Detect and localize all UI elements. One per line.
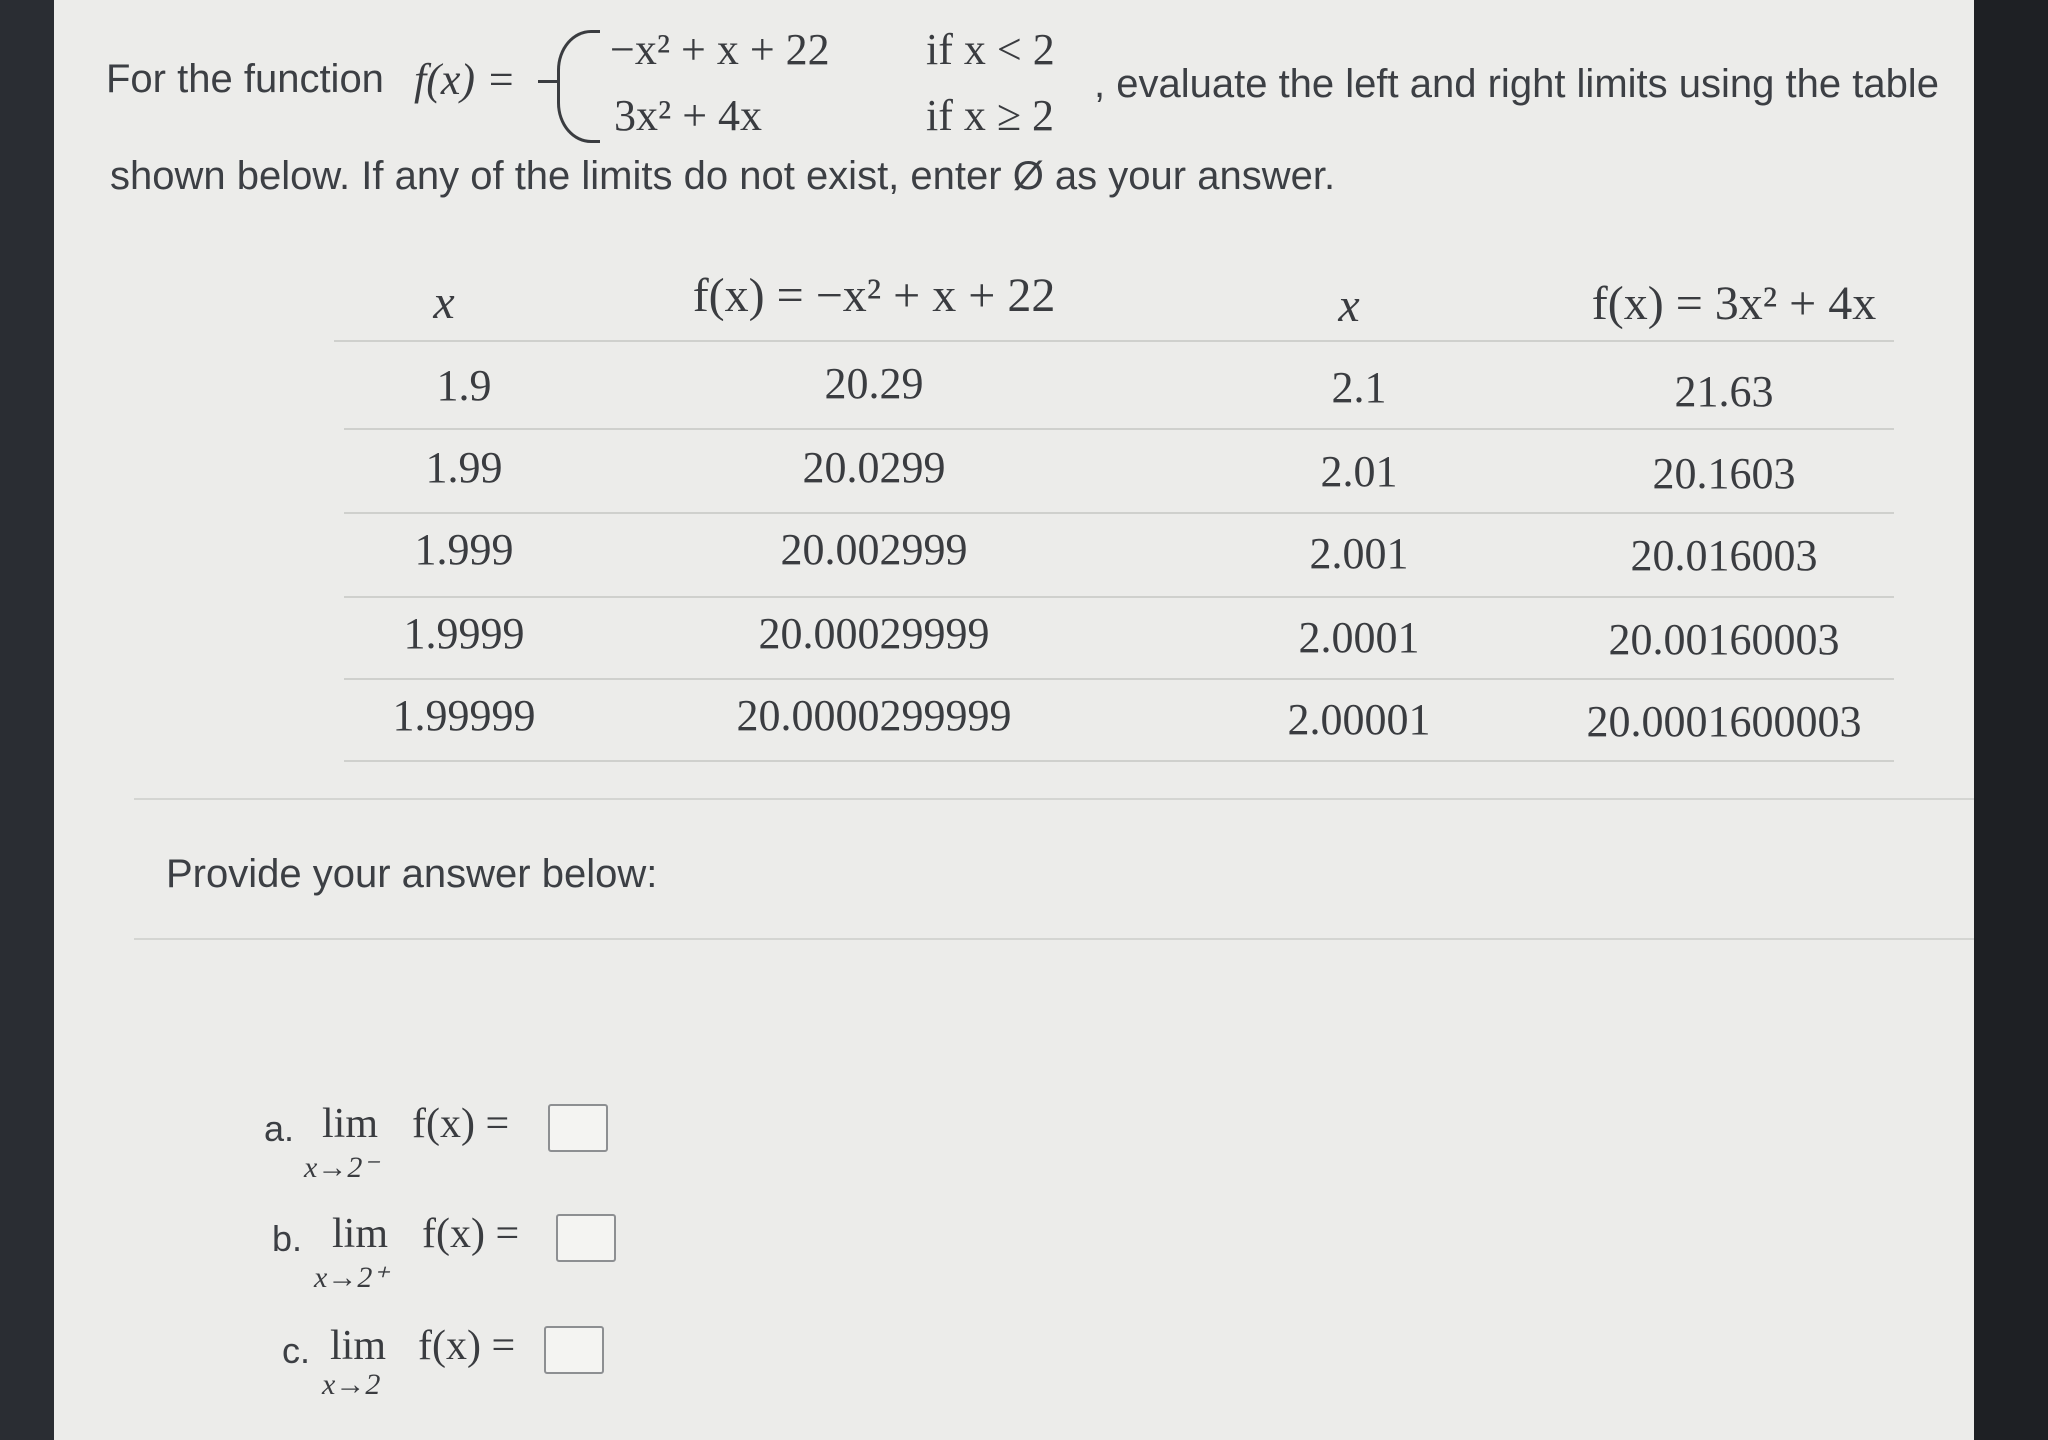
table-cell: 2.001 xyxy=(1309,529,1409,578)
case-2-expression: 3x² + 4x xyxy=(614,91,763,140)
table-row-line xyxy=(344,428,1894,430)
answer-heading: Provide your answer below: xyxy=(166,852,658,896)
answer-letter: b. xyxy=(272,1218,303,1259)
table-cell: 21.63 xyxy=(1674,367,1774,416)
answer-a-input[interactable] xyxy=(548,1104,608,1152)
limit-function: f(x) = xyxy=(412,1101,510,1147)
table-cell: 20.0000299999 xyxy=(736,691,1012,740)
table-row-line xyxy=(344,760,1894,762)
table-cell: 2.0001 xyxy=(1298,613,1420,662)
table-cell: 1.99999 xyxy=(392,691,536,740)
limit-subscript: x→2⁻ xyxy=(304,1151,379,1184)
table-cell: 2.01 xyxy=(1320,447,1398,496)
limit-operator: lim xyxy=(330,1323,387,1369)
table-cell: 20.016003 xyxy=(1630,531,1818,580)
answer-c-input[interactable] xyxy=(544,1326,604,1374)
table-cell: 20.002999 xyxy=(780,525,968,574)
answer-letter: a. xyxy=(264,1108,295,1149)
prompt-line-2: shown below. If any of the limits do not exist, enter Ø as your answer. xyxy=(110,154,1336,198)
table-header-x-right: x xyxy=(1338,279,1360,332)
brace-top xyxy=(557,30,600,87)
case-2-condition: if x ≥ 2 xyxy=(926,91,1055,140)
table-cell: 1.99 xyxy=(425,443,503,492)
table-cell: 1.999 xyxy=(414,525,514,574)
question-page xyxy=(54,0,1974,1440)
table-cell: 20.29 xyxy=(824,359,924,408)
section-divider xyxy=(134,938,1974,940)
monitor-bezel xyxy=(1974,0,2048,1440)
case-1-expression: −x² + x + 22 xyxy=(610,25,830,74)
table-row-line xyxy=(344,596,1894,598)
limit-operator: lim xyxy=(322,1101,379,1147)
table-row-line xyxy=(344,512,1894,514)
limit-subscript: x→2 xyxy=(322,1368,381,1401)
function-label: f(x) = xyxy=(414,55,516,104)
answer-b-input[interactable] xyxy=(556,1214,616,1262)
prompt-intro: For the function xyxy=(106,57,384,101)
limit-subscript: x→2⁺ xyxy=(314,1261,389,1294)
table-cell: 20.0001600003 xyxy=(1586,697,1862,746)
table-cell: 2.00001 xyxy=(1287,695,1431,744)
case-1-condition: if x < 2 xyxy=(926,25,1055,74)
table-cell: 20.0299 xyxy=(802,443,946,492)
limit-operator: lim xyxy=(332,1211,389,1257)
table-cell: 20.00029999 xyxy=(758,609,990,658)
brace-tip xyxy=(538,80,560,83)
table-row-line xyxy=(344,678,1894,680)
table-header-f-left: f(x) = −x² + x + 22 xyxy=(692,269,1056,322)
answer-letter: c. xyxy=(282,1330,311,1371)
table-cell: 20.1603 xyxy=(1652,449,1796,498)
table-header-f-right: f(x) = 3x² + 4x xyxy=(1591,277,1877,330)
table-header-x-left: x xyxy=(433,276,455,329)
table-divider xyxy=(334,340,1894,342)
table-cell: 2.1 xyxy=(1331,363,1387,412)
limit-function: f(x) = xyxy=(422,1211,520,1257)
limit-function: f(x) = xyxy=(418,1323,516,1369)
prompt-continuation: , evaluate the left and right limits using the table xyxy=(1094,62,1939,106)
table-cell: 20.00160003 xyxy=(1608,615,1840,664)
table-cell: 1.9999 xyxy=(403,609,525,658)
section-divider xyxy=(134,798,1974,800)
table-cell: 1.9 xyxy=(436,361,492,410)
brace-bottom xyxy=(557,84,600,143)
